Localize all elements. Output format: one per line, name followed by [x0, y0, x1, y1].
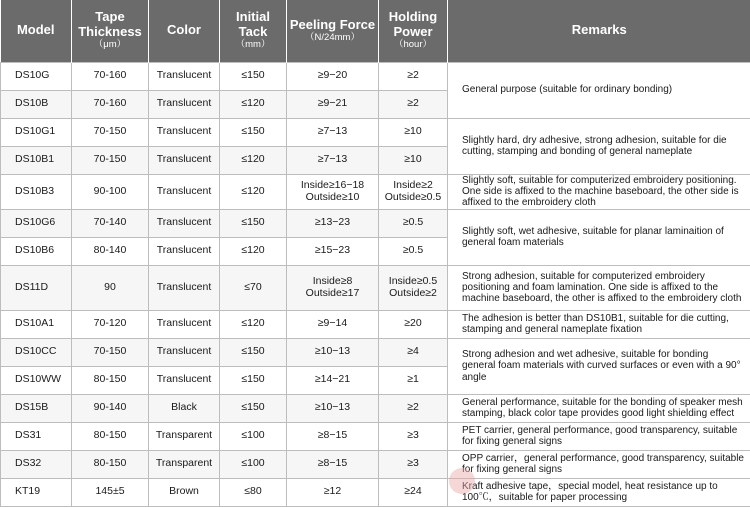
header-remarks: Remarks	[448, 0, 750, 62]
cell-color: Translucent	[149, 338, 220, 366]
table-row	[1, 209, 750, 237]
table-row	[1, 265, 750, 310]
table-row	[1, 174, 750, 209]
cell-holding-power: ≥10	[379, 118, 448, 146]
cell-model: DS10WW	[1, 366, 72, 394]
cell-model: DS10G1	[1, 118, 72, 146]
cell-peeling-force: ≥12	[287, 478, 379, 506]
cell-color: Transparent	[149, 450, 220, 478]
cell-holding-power: ≥20	[379, 310, 448, 338]
cell-color: Transparent	[149, 422, 220, 450]
cell-color: Translucent	[149, 118, 220, 146]
cell-thickness: 70-140	[72, 209, 149, 237]
cell-remarks: OPP carrier，general performance, good transparency, suitable for fixing general signs	[448, 450, 750, 478]
cell-holding-power: ≥0.5	[379, 237, 448, 265]
cell-color: Translucent	[149, 310, 220, 338]
cell-thickness: 80-150	[72, 450, 149, 478]
header-color: Color	[149, 0, 220, 62]
table-row	[1, 394, 750, 422]
cell-thickness: 70-160	[72, 90, 149, 118]
cell-holding-power: ≥3	[379, 450, 448, 478]
cell-color: Translucent	[149, 366, 220, 394]
cell-thickness: 90-100	[72, 174, 149, 209]
cell-thickness: 80-150	[72, 422, 149, 450]
cell-initial-tack: ≤120	[220, 310, 287, 338]
cell-color: Translucent	[149, 62, 220, 90]
header-holding-power: Holding Power （hour）	[379, 0, 448, 62]
cell-peeling-force: Inside≥8 Outside≥17	[287, 265, 379, 310]
table-row	[1, 310, 750, 338]
cell-remarks: General purpose (suitable for ordinary bonding)	[448, 62, 750, 118]
cell-thickness: 80-140	[72, 237, 149, 265]
cell-color: Brown	[149, 478, 220, 506]
cell-thickness: 70-150	[72, 146, 149, 174]
cell-holding-power: ≥4	[379, 338, 448, 366]
cell-model: KT19	[1, 478, 72, 506]
cell-model: DS31	[1, 422, 72, 450]
spec-table-body	[1, 62, 750, 506]
cell-model: DS32	[1, 450, 72, 478]
cell-peeling-force: ≥9−20	[287, 62, 379, 90]
cell-initial-tack: ≤150	[220, 118, 287, 146]
cell-holding-power: ≥10	[379, 146, 448, 174]
header-peeling-force: Peeling Force （N/24mm）	[287, 0, 379, 62]
cell-thickness: 70-150	[72, 118, 149, 146]
cell-color: Translucent	[149, 146, 220, 174]
cell-holding-power: ≥2	[379, 394, 448, 422]
cell-model: DS10G6	[1, 209, 72, 237]
cell-remarks: PET carrier, general performance, good transparency, suitable for fixing general signs	[448, 422, 750, 450]
cell-peeling-force: ≥14−21	[287, 366, 379, 394]
table-row	[1, 422, 750, 450]
cell-peeling-force: ≥13−23	[287, 209, 379, 237]
cell-peeling-force: Inside≥16−18 Outside≥10	[287, 174, 379, 209]
cell-peeling-force: ≥10−13	[287, 394, 379, 422]
cell-peeling-force: ≥15−23	[287, 237, 379, 265]
cell-remarks: Strong adhesion, suitable for computerized embroidery positioning and foam lamination. One side is affixed to the machine baseboard, the other is affixed to the embroidery cloth	[448, 265, 750, 310]
cell-model: DS10B	[1, 90, 72, 118]
cell-holding-power: ≥2	[379, 62, 448, 90]
cell-remarks: General performance, suitable for the bonding of speaker mesh stamping, black color tape provides good light shielding effect	[448, 394, 750, 422]
header-thickness: Tape Thickness （μm）	[72, 0, 149, 62]
cell-model: DS10B3	[1, 174, 72, 209]
cell-color: Black	[149, 394, 220, 422]
cell-model: DS10G	[1, 62, 72, 90]
cell-color: Translucent	[149, 174, 220, 209]
cell-model: DS10B1	[1, 146, 72, 174]
cell-thickness: 70-120	[72, 310, 149, 338]
header-initial-tack: Initial Tack （mm）	[220, 0, 287, 62]
cell-color: Translucent	[149, 265, 220, 310]
table-row	[1, 338, 750, 366]
cell-peeling-force: ≥9−21	[287, 90, 379, 118]
cell-holding-power: ≥3	[379, 422, 448, 450]
cell-model: DS15B	[1, 394, 72, 422]
cell-thickness: 70-150	[72, 338, 149, 366]
cell-initial-tack: ≤80	[220, 478, 287, 506]
cell-model: DS10B6	[1, 237, 72, 265]
cell-initial-tack: ≤150	[220, 62, 287, 90]
cell-initial-tack: ≤150	[220, 366, 287, 394]
cell-remarks: The adhesion is better than DS10B1, suitable for die cutting, stamping and general nameplate fixation	[448, 310, 750, 338]
cell-initial-tack: ≤150	[220, 338, 287, 366]
cell-remarks: Slightly soft, wet adhesive, suitable for planar laminaition of general foam materials	[448, 209, 750, 265]
cell-model: DS10CC	[1, 338, 72, 366]
cell-remarks: Slightly hard, dry adhesive, strong adhesion, suitable for die cutting, stamping and bonding of general nameplate	[448, 118, 750, 174]
cell-holding-power: ≥24	[379, 478, 448, 506]
cell-peeling-force: ≥8−15	[287, 450, 379, 478]
cell-peeling-force: ≥7−13	[287, 118, 379, 146]
cell-peeling-force: ≥10−13	[287, 338, 379, 366]
cell-initial-tack: ≤70	[220, 265, 287, 310]
cell-initial-tack: ≤150	[220, 394, 287, 422]
cell-holding-power: Inside≥0.5 Outside≥2	[379, 265, 448, 310]
cell-thickness: 70-160	[72, 62, 149, 90]
table-row	[1, 62, 750, 90]
cell-holding-power: Inside≥2 Outside≥0.5	[379, 174, 448, 209]
cell-holding-power: ≥2	[379, 90, 448, 118]
cell-remarks: Strong adhesion and wet adhesive, suitable for bonding general foam materials with curved surfaces or even with a 90° angle	[448, 338, 750, 394]
table-row	[1, 450, 750, 478]
cell-color: Translucent	[149, 90, 220, 118]
cell-model: DS10A1	[1, 310, 72, 338]
cell-color: Translucent	[149, 237, 220, 265]
cell-initial-tack: ≤100	[220, 450, 287, 478]
header-row	[1, 0, 750, 62]
watermark-stamp	[449, 468, 475, 494]
cell-peeling-force: ≥7−13	[287, 146, 379, 174]
cell-initial-tack: ≤120	[220, 174, 287, 209]
cell-remarks: Kraft adhesive tape，special model, heat resistance up to 100℃，suitable for paper processing	[448, 478, 750, 506]
table-row	[1, 478, 750, 506]
cell-initial-tack: ≤120	[220, 146, 287, 174]
cell-thickness: 90-140	[72, 394, 149, 422]
cell-holding-power: ≥0.5	[379, 209, 448, 237]
cell-model: DS11D	[1, 265, 72, 310]
cell-thickness: 145±5	[72, 478, 149, 506]
header-model: Model	[1, 0, 72, 62]
cell-thickness: 80-150	[72, 366, 149, 394]
cell-peeling-force: ≥8−15	[287, 422, 379, 450]
cell-remarks: Slightly soft, suitable for computerized embroidery positioning. One side is affixed to the machine baseboard, the other side is affixed to the embroidery cloth	[448, 174, 750, 209]
cell-initial-tack: ≤100	[220, 422, 287, 450]
cell-holding-power: ≥1	[379, 366, 448, 394]
cell-initial-tack: ≤150	[220, 209, 287, 237]
table-row	[1, 118, 750, 146]
cell-peeling-force: ≥9−14	[287, 310, 379, 338]
cell-thickness: 90	[72, 265, 149, 310]
cell-initial-tack: ≤120	[220, 90, 287, 118]
cell-initial-tack: ≤120	[220, 237, 287, 265]
cell-color: Translucent	[149, 209, 220, 237]
